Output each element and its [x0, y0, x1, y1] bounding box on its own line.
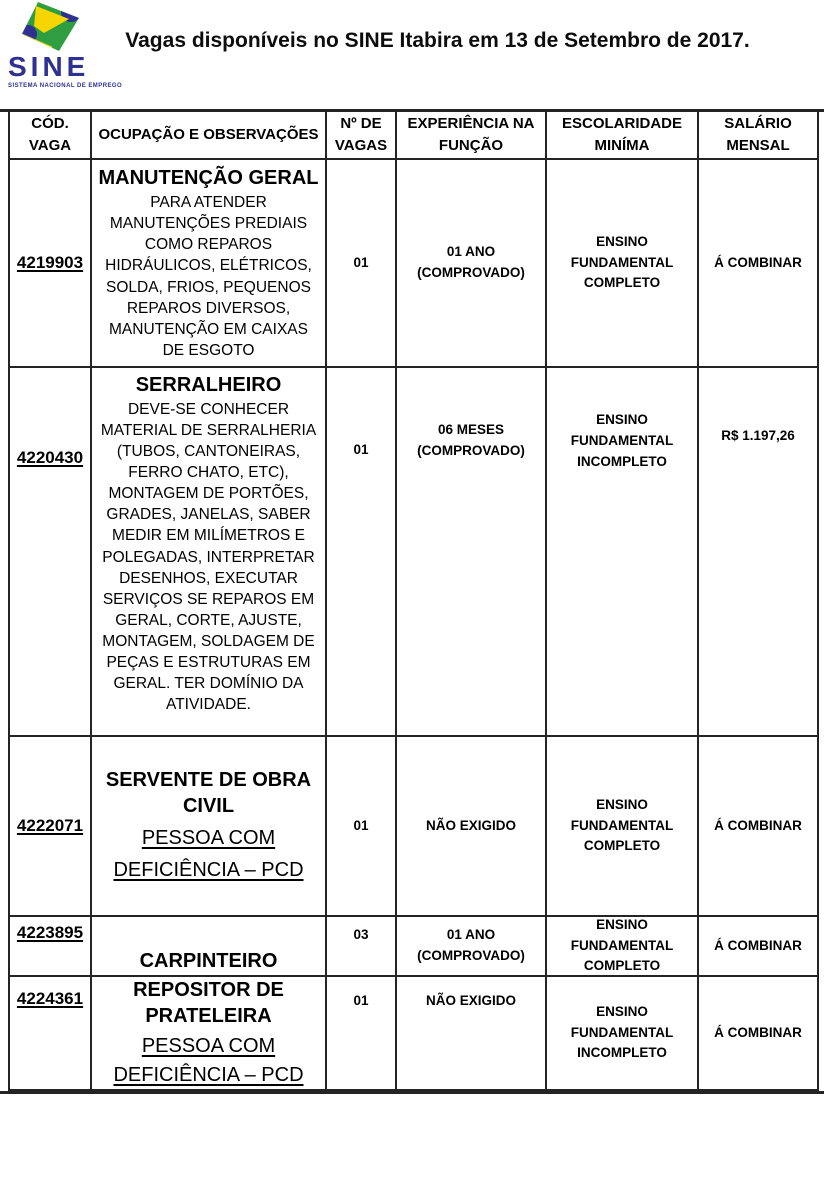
education-cell: ENSINO FUNDAMENTAL INCOMPLETO — [547, 977, 699, 1091]
vacancy-code-cell — [10, 160, 92, 368]
pcd-note: PESSOA COM DEFICIÊNCIA – PCD — [113, 826, 304, 881]
header-ocupacao: OCUPAÇÃO E OBSERVAÇÕES — [92, 112, 327, 160]
salary-cell: Á COMBINAR — [699, 160, 819, 368]
vacancy-code-cell — [10, 737, 92, 917]
salary-cell: Á COMBINAR — [699, 977, 819, 1091]
experience-cell: 01 ANO (COMPROVADO) — [397, 160, 547, 368]
vacancy-code: 4220430 — [16, 448, 84, 467]
header-salario: SALÁRIO MENSAL — [699, 112, 819, 160]
header-experiencia: EXPERIÊNCIA NA FUNÇÃO — [397, 112, 547, 160]
vacancy-code-cell — [10, 977, 92, 1091]
salary-cell: Á COMBINAR — [699, 737, 819, 917]
occupation-title: MANUTENÇÃO GERAL — [98, 167, 319, 190]
vacancy-code: 4219903 — [16, 253, 84, 272]
vacancies-count: 01 — [327, 977, 397, 1091]
pcd-note: PESSOA COM DEFICIÊNCIA – PCD — [113, 1034, 304, 1086]
experience-cell: 06 MESES (COMPROVADO) — [397, 368, 547, 737]
vacancies-count: 01 — [327, 368, 397, 737]
sine-flag-icon — [22, 2, 80, 52]
vacancy-code-cell — [10, 917, 92, 977]
occupation-title: SERVENTE DE OBRA CIVIL — [105, 768, 312, 817]
occupation-description: DEVE-SE CONHECER MATERIAL DE SERRALHERIA (TUBOS, CANTONEIRAS, FERRO CHATO, ETC), MONTAGEM DE PORTÕES, GRADES, JANELAS, SABER MEDIR EM MILÍMETROS E POLEGADAS, INTERPRETAR DESENHOS, EXECUTAR SERVIÇOS SE REPAROS EM GERAL, CORTE, AJUSTE, MONTAGEM, SOLDAGEM DE PEÇAS E ESTRUTURAS EM GERAL. TER DOMÍNIO DA ATIVIDADE. — [100, 401, 317, 714]
occupation-title: CARPINTEIRO — [139, 950, 278, 972]
occupation-cell — [92, 160, 327, 368]
salary-cell: R$ 1.197,26 — [699, 368, 819, 737]
occupation-title: REPOSITOR DE PRATELEIRA — [133, 978, 284, 1027]
sine-logo-text: SINE — [8, 51, 90, 82]
sine-logo-subtitle: SISTEMA NACIONAL DE EMPREGO — [8, 83, 123, 89]
occupation-cell — [92, 737, 327, 917]
header-num-vagas: Nº DE VAGAS — [327, 112, 397, 160]
occupation-description: PARA ATENDER MANUTENÇÕES PREDIAIS COMO REPAROS HIDRÁULICOS, ELÉTRICOS, SOLDA, FRIOS, PEQUENOS REPAROS DIVERSOS, MANUTENÇÃO EM CAIXAS DE ESGOTO — [105, 194, 312, 359]
experience-cell: 01 ANO (COMPROVADO) — [397, 917, 547, 977]
vacancy-code: 4224361 — [16, 989, 84, 1008]
experience-cell: NÃO EXIGIDO — [397, 977, 547, 1091]
vacancy-code-cell — [10, 368, 92, 737]
occupation-title: SERRALHEIRO — [135, 374, 282, 396]
vacancy-code: 4223895 — [16, 923, 84, 942]
education-cell: ENSINO FUNDAMENTAL COMPLETO — [547, 917, 699, 977]
bottom-rule — [0, 1091, 824, 1094]
vacancy-code: 4222071 — [16, 816, 84, 835]
header-cod-vaga: CÓD. VAGA — [10, 112, 92, 160]
salary-cell: Á COMBINAR — [699, 917, 819, 977]
header-escolaridade: ESCOLARIDADE MINÍMA — [547, 112, 699, 160]
sine-logo — [8, 2, 123, 89]
experience-cell: NÃO EXIGIDO — [397, 737, 547, 917]
vacancies-count: 01 — [327, 160, 397, 368]
vacancies-count: 01 — [327, 737, 397, 917]
occupation-cell — [92, 917, 327, 977]
education-cell: ENSINO FUNDAMENTAL INCOMPLETO — [547, 368, 699, 737]
occupation-cell — [92, 368, 327, 737]
education-cell: ENSINO FUNDAMENTAL COMPLETO — [547, 737, 699, 917]
education-cell: ENSINO FUNDAMENTAL COMPLETO — [547, 160, 699, 368]
occupation-cell — [92, 977, 327, 1091]
vacancies-count: 03 — [327, 917, 397, 977]
page-title: Vagas disponíveis no SINE Itabira em 13 de Setembro de 2017. — [125, 29, 750, 52]
vacancies-table — [8, 112, 819, 1091]
